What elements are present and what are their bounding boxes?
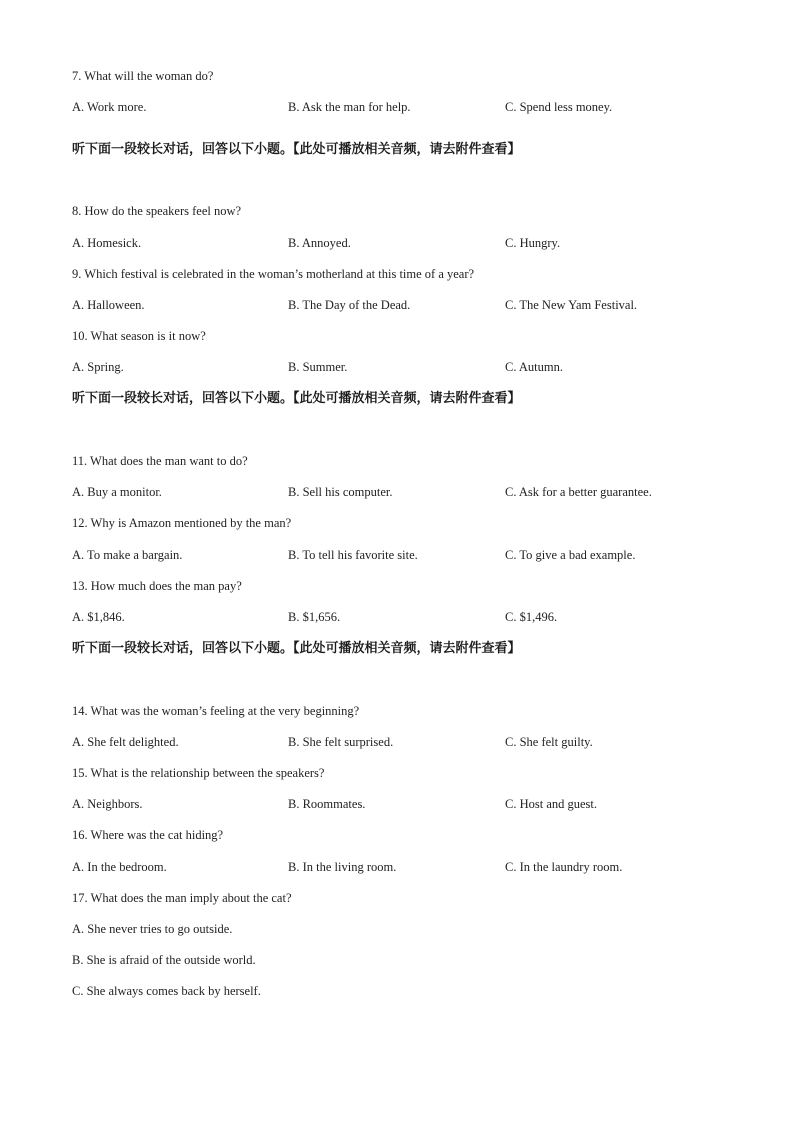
q16-option-b: B. In the living room.: [288, 860, 397, 874]
q10-option-b: B. Summer.: [288, 360, 348, 374]
q10-option-c: C. Autumn.: [505, 360, 563, 374]
question-13: 13. How much does the man pay?: [72, 579, 242, 593]
q17-option-b: B. She is afraid of the outside world.: [72, 953, 256, 967]
q12-option-a: A. To make a bargain.: [72, 548, 183, 562]
q12-option-c: C. To give a bad example.: [505, 548, 636, 562]
q11-option-c: C. Ask for a better guarantee.: [505, 485, 652, 499]
listening-instruction-3: 听下面一段较长对话，回答以下小题。【此处可播放相关音频，请去附件查看】: [72, 641, 521, 656]
q13-option-a: A. $1,846.: [72, 610, 125, 624]
question-9: 9. Which festival is celebrated in the woman’s motherland at this time of a year?: [72, 267, 475, 281]
q10-option-a: A. Spring.: [72, 360, 124, 374]
q7-option-a: A. Work more.: [72, 100, 147, 114]
q8-option-c: C. Hungry.: [505, 236, 561, 250]
q9-option-a: A. Halloween.: [72, 298, 145, 312]
q7-option-b: B. Ask the man for help.: [288, 100, 411, 114]
q11-option-a: A. Buy a monitor.: [72, 485, 162, 499]
q11-option-b: B. Sell his computer.: [288, 485, 393, 499]
q13-option-b: B. $1,656.: [288, 610, 341, 624]
listening-instruction-1: 听下面一段较长对话，回答以下小题。【此处可播放相关音频，请去附件查看】: [72, 142, 521, 157]
q15-option-c: C. Host and guest.: [505, 797, 598, 811]
q17-option-c: C. She always comes back by herself.: [72, 984, 261, 998]
q16-option-c: C. In the laundry room.: [505, 860, 623, 874]
q14-option-b: B. She felt surprised.: [288, 735, 394, 749]
q12-option-b: B. To tell his favorite site.: [288, 548, 418, 562]
question-14: 14. What was the woman’s feeling at the very beginning?: [72, 704, 360, 718]
q14-option-a: A. She felt delighted.: [72, 735, 179, 749]
q13-option-c: C. $1,496.: [505, 610, 558, 624]
question-11: 11. What does the man want to do?: [72, 454, 248, 468]
q17-option-a: A. She never tries to go outside.: [72, 922, 233, 936]
q15-option-b: B. Roommates.: [288, 797, 366, 811]
q9-option-b: B. The Day of the Dead.: [288, 298, 411, 312]
q9-option-c: C. The New Yam Festival.: [505, 298, 638, 312]
q16-option-a: A. In the bedroom.: [72, 860, 167, 874]
question-12: 12. Why is Amazon mentioned by the man?: [72, 516, 292, 530]
q15-option-a: A. Neighbors.: [72, 797, 143, 811]
question-10: 10. What season is it now?: [72, 329, 206, 343]
q7-option-c: C. Spend less money.: [505, 100, 613, 114]
q8-option-a: A. Homesick.: [72, 236, 142, 250]
q8-option-b: B. Annoyed.: [288, 236, 351, 250]
question-8: 8. How do the speakers feel now?: [72, 204, 242, 218]
question-16: 16. Where was the cat hiding?: [72, 828, 224, 842]
question-17: 17. What does the man imply about the cat?: [72, 891, 292, 905]
listening-instruction-2: 听下面一段较长对话，回答以下小题。【此处可播放相关音频，请去附件查看】: [72, 391, 521, 406]
question-7: 7. What will the woman do?: [72, 69, 214, 83]
question-15: 15. What is the relationship between the speakers?: [72, 766, 325, 780]
q14-option-c: C. She felt guilty.: [505, 735, 593, 749]
